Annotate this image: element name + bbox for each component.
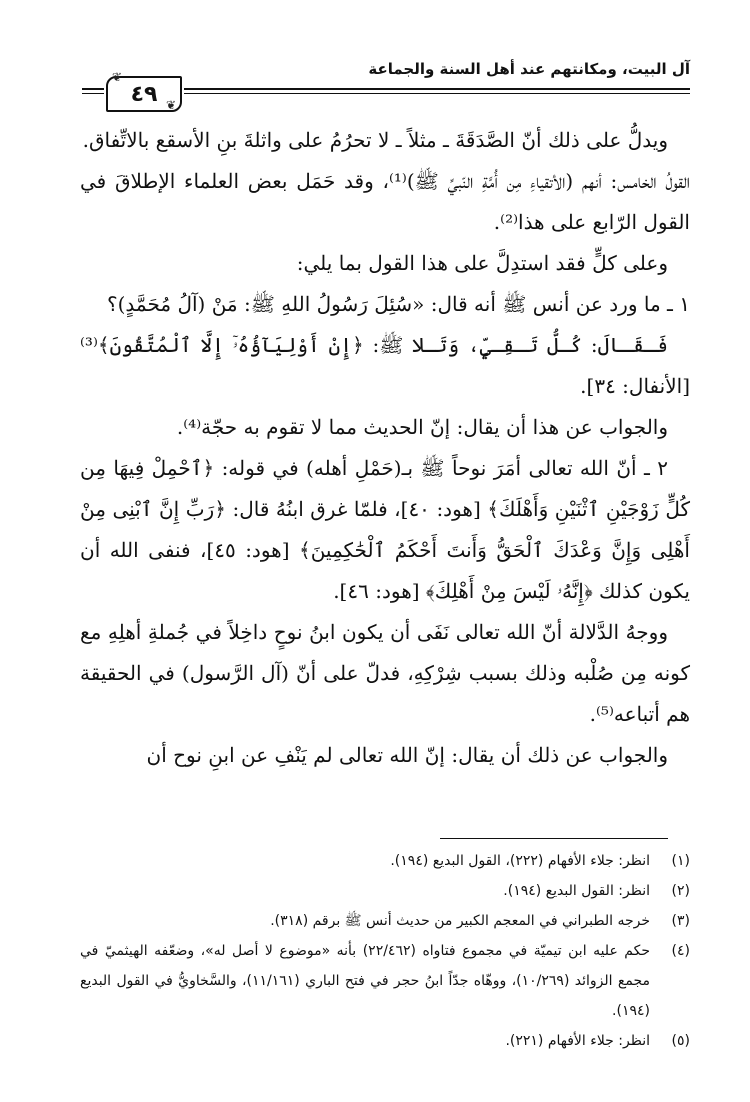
paragraph: وعلى كلٍّ فقد استدِلَّ على هذا القول بما يلي: <box>296 251 668 275</box>
footnote-number: (٣) <box>671 913 690 929</box>
main-text <box>80 120 690 776</box>
footnote-text: خرجه الطبراني في المعجم الكبير من حديث أنس ﷺ برقم (٣١٨). <box>270 913 650 929</box>
footnote <box>80 936 690 1026</box>
paragraph: ويدلُّ على ذلك أنّ الصَّدَقَةَ ـ مثلاً ـ لا تحرُمُ على واثلةَ بنِ الأسقع بالاتِّفاق. <box>82 128 668 152</box>
hadith-quote: فَـقَـالَ: كُـلُّ تَـقِـيٍّ، وَتَـلا ﷺ: ﴿إِنْ أَوْلِيَآؤُهُۥٓ إِلَّا ٱلْمُتَّقُونَ﴾⁽³⁾ [الأنفال: ٣٤]. <box>80 333 690 398</box>
footnote <box>80 906 690 936</box>
footnote-number: (٥) <box>671 1033 690 1049</box>
footnote-number: (١) <box>671 853 690 869</box>
footnote-text: حكم عليه ابن تيميّة في مجموع فتاواه (٢٢/٤٦٢) بأنه «موضوع لا أصل له»، وضعّفه الهيثميّ في مجمع الزوائد (١٠/٢٦٩)، ووهّاه جدّاً ابنُ حجر في فتح الباري (١١/١٦١)، والسَّخاويُّ في القول البديع (١٩٤). <box>80 943 651 1019</box>
header-left-rule-thin <box>82 93 104 94</box>
footnote-number: (٤) <box>671 943 690 959</box>
paragraph: ووجهُ الدَّلالة أنّ الله تعالى نَفَى أن يكون ابنُ نوحٍ داخِلاً في جُملةِ أهلِهِ مع كونه مِن صُلْبه وذلك بسبب شِرْكِهِ، فدلّ على أنّ (آل الرَّسول) في الحقيقة هم أتباعه⁽⁵⁾. <box>80 620 690 726</box>
page-number: ٤٩ <box>130 81 158 107</box>
footnote <box>80 846 690 876</box>
evidence-2: ٢ ـ أنّ الله تعالى أمَرَ نوحاً ﷺ بـ(حَمْلِ أهله) في قوله: ﴿ٱحْمِلْ فِيهَا مِن كُلٍّ زَوْجَيْنِ ٱثْنَيْنِ وَأَهْلَكَ﴾ [هود: ٤٠]، فلمّا غرق ابنُهُ قال: ﴿رَبِّ إِنَّ ٱبْنِى مِنْ أَهْلِى وَإِنَّ وَعْدَكَ ٱلْحَقُّ وَأَنتَ أَحْكَمُ ٱلْحَٰكِمِينَ﴾ [هود: ٤٥]، فنفى الله أن يكون كذلك ﴿إِنَّهُۥ لَيْسَ مِنْ أَهْلِكَ﴾ [هود: ٤٦]. <box>80 456 690 603</box>
header-left-rule <box>82 88 104 90</box>
running-header-title: آل البيت، ومكانتهم عند أهل السنة والجماعة <box>368 60 690 78</box>
footnote-text: انظر: القول البديع (١٩٤). <box>503 883 650 899</box>
reply-paragraph: والجواب عن ذلك أن يقال: إنّ الله تعالى لم يَنْفِ عن ابنِ نوح أن <box>146 743 668 767</box>
header-rule <box>184 88 690 90</box>
header-rule-thin <box>184 93 690 94</box>
footnote <box>80 1026 690 1056</box>
footnote-text: انظر: جلاء الأفهام (٢٢٢)، القول البديع (١٩٤). <box>390 853 650 869</box>
evidence-1: ١ ـ ما ورد عن أنس ﷺ أنه قال: «سُئِلَ رَسُولُ اللهِ ﷺ: مَنْ (آلُ مُحَمَّدٍ)؟ <box>107 292 690 316</box>
footnote-rule <box>440 838 668 839</box>
ornament-icon: ❦ <box>112 70 123 84</box>
footnotes <box>80 846 690 1056</box>
footnote-text: انظر: جلاء الأفهام (٢٢١). <box>505 1033 650 1049</box>
ornament-icon: ❦ <box>166 98 177 112</box>
paragraph-fifth-opinion: القولُ الخامس: أنهم (الأتقياءِ مِن أُمَّةِ النّبيِّ ﷺ)⁽¹⁾، وقد حَمَل بعض العلماء الإطلاقَ في القول الرّابع على هذا⁽²⁾. <box>80 169 690 234</box>
footnote-number: (٢) <box>671 883 690 899</box>
footnote <box>80 876 690 906</box>
reply-paragraph: والجواب عن هذا أن يقال: إنّ الحديث مما لا تقوم به حجّة⁽⁴⁾. <box>176 415 668 439</box>
